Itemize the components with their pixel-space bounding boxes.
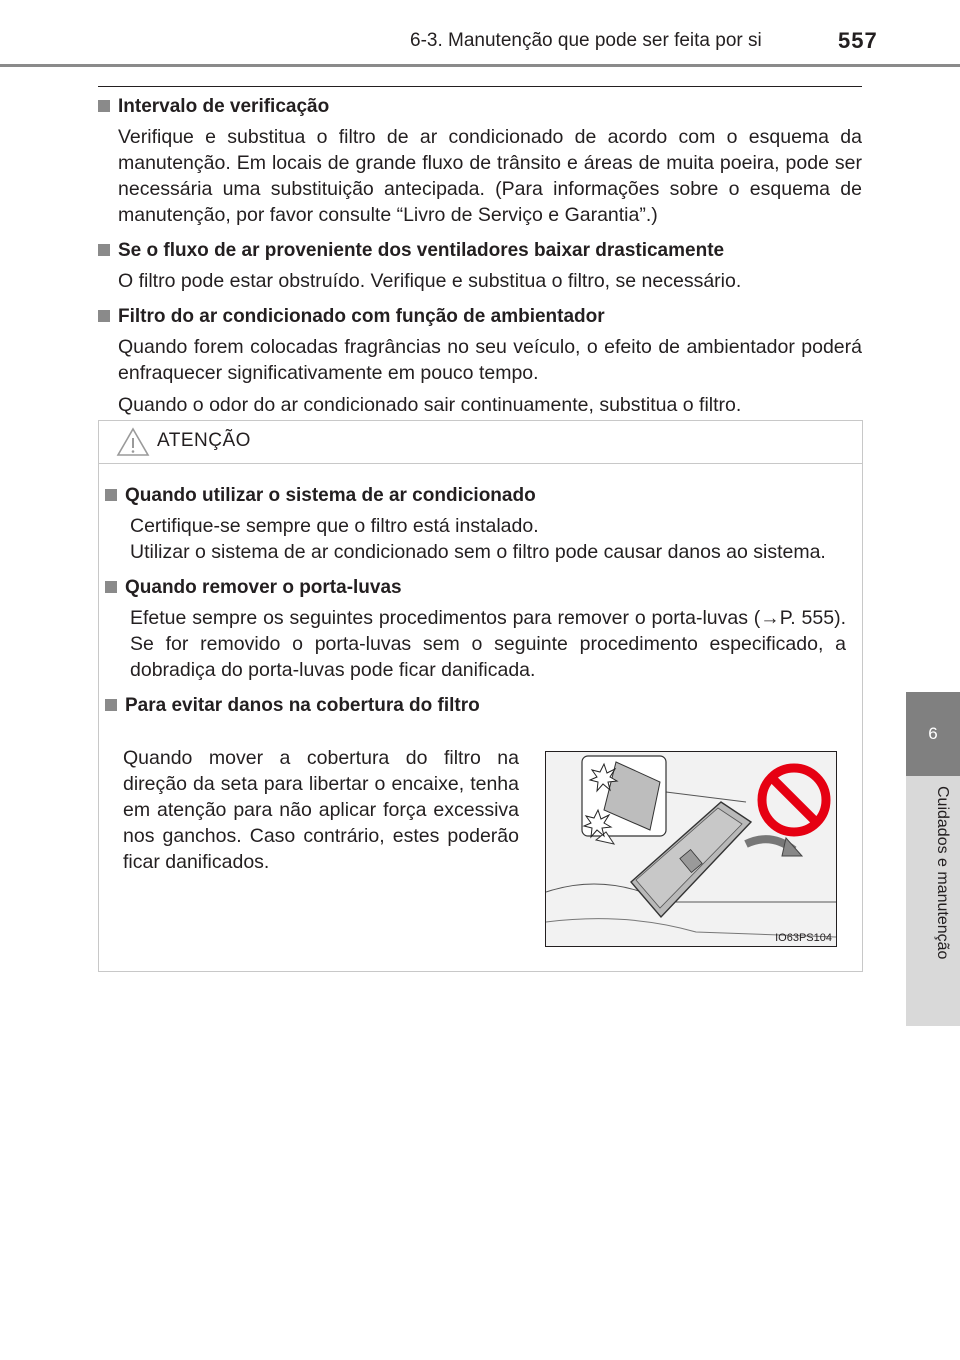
warning-item-title: Quando remover o porta-luvas <box>125 577 402 598</box>
paragraph: Verifique e substitua o filtro de ar condicionado de acordo com o esquema da manutenção. Em locais de grande fluxo de trânsito e áreas de muita poeira, pode ser necessária uma substituição antecipada. (Para informações sobre o esquema de manutenção, por favor consulte “Livro de Serviço e Garantia”.) <box>118 126 862 226</box>
section-fragrance-filter <box>98 304 862 418</box>
paragraph: Certifique-se sempre que o filtro está instalado. <box>130 515 539 537</box>
warning-item <box>99 693 862 719</box>
figure-code: IO63PS104 <box>775 932 832 944</box>
square-bullet-icon <box>105 489 117 501</box>
warning-item-heading <box>105 575 846 601</box>
header-section-title: 6-3. Manutenção que pode ser feita por si <box>410 30 762 51</box>
page-number: 557 <box>838 28 878 53</box>
square-bullet-icon <box>105 581 117 593</box>
warning-item-title: Para evitar danos na cobertura do filtro <box>125 695 480 716</box>
square-bullet-icon <box>98 244 110 256</box>
paragraph: Quando o odor do ar condicionado sair continuamente, substitua o filtro. <box>118 394 742 416</box>
square-bullet-icon <box>105 699 117 711</box>
paragraph: Utilizar o sistema de ar condicionado sem o filtro pode causar danos ao sistema. <box>130 541 826 563</box>
main-content <box>98 94 862 428</box>
section-airflow <box>98 238 862 294</box>
warning-header <box>99 421 862 464</box>
paragraph: Quando mover a cobertura do filtro na direção da seta para libertar o encaixe, tenha em atenção para não aplicar força excessiva nos ganchos. Caso contrário, estes poderão ficar danificados. <box>123 747 519 873</box>
side-tab-label: Cuidados e manutenção <box>934 786 951 960</box>
section-title: Filtro do ar condicionado com função de ambientador <box>118 306 605 327</box>
filter-cover-illustration <box>545 751 837 947</box>
side-tab-number: 6 <box>906 692 960 776</box>
section-heading <box>98 238 862 264</box>
square-bullet-icon <box>98 310 110 322</box>
glovebox-filter-drawing <box>546 752 836 946</box>
section-heading <box>98 94 862 120</box>
warning-triangle-icon <box>116 427 150 457</box>
section-heading <box>98 304 862 330</box>
paragraph: Efetue sempre os seguintes procedimentos para remover o porta-luvas (→P. 555). Se for removido o porta-luvas sem o seguinte procedimento especificado, a dobradiça do porta-luvas pode ficar danificada. <box>130 607 846 681</box>
section-title: Intervalo de verificação <box>118 96 330 117</box>
warning-item <box>99 483 862 565</box>
warning-item-heading <box>105 693 846 719</box>
warning-item <box>99 575 862 683</box>
warning-item-title: Quando utilizar o sistema de ar condicionado <box>125 485 536 506</box>
warning-body <box>99 483 862 729</box>
warning-box <box>98 420 863 972</box>
top-rule <box>98 86 862 87</box>
warning-item-heading <box>105 483 846 509</box>
header-rule <box>0 64 960 67</box>
warning-title: ATENÇÃO <box>157 430 251 451</box>
section-title: Se o fluxo de ar proveniente dos ventiladores baixar drasticamente <box>118 240 725 261</box>
section-check-interval <box>98 94 862 228</box>
paragraph: Quando forem colocadas fragrâncias no seu veículo, o efeito de ambientador poderá enfraquecer significativamente em pouco tempo. <box>118 336 862 384</box>
paragraph: O filtro pode estar obstruído. Verifique e substitua o filtro, se necessário. <box>118 270 742 292</box>
side-tab <box>906 776 960 1026</box>
square-bullet-icon <box>98 100 110 112</box>
